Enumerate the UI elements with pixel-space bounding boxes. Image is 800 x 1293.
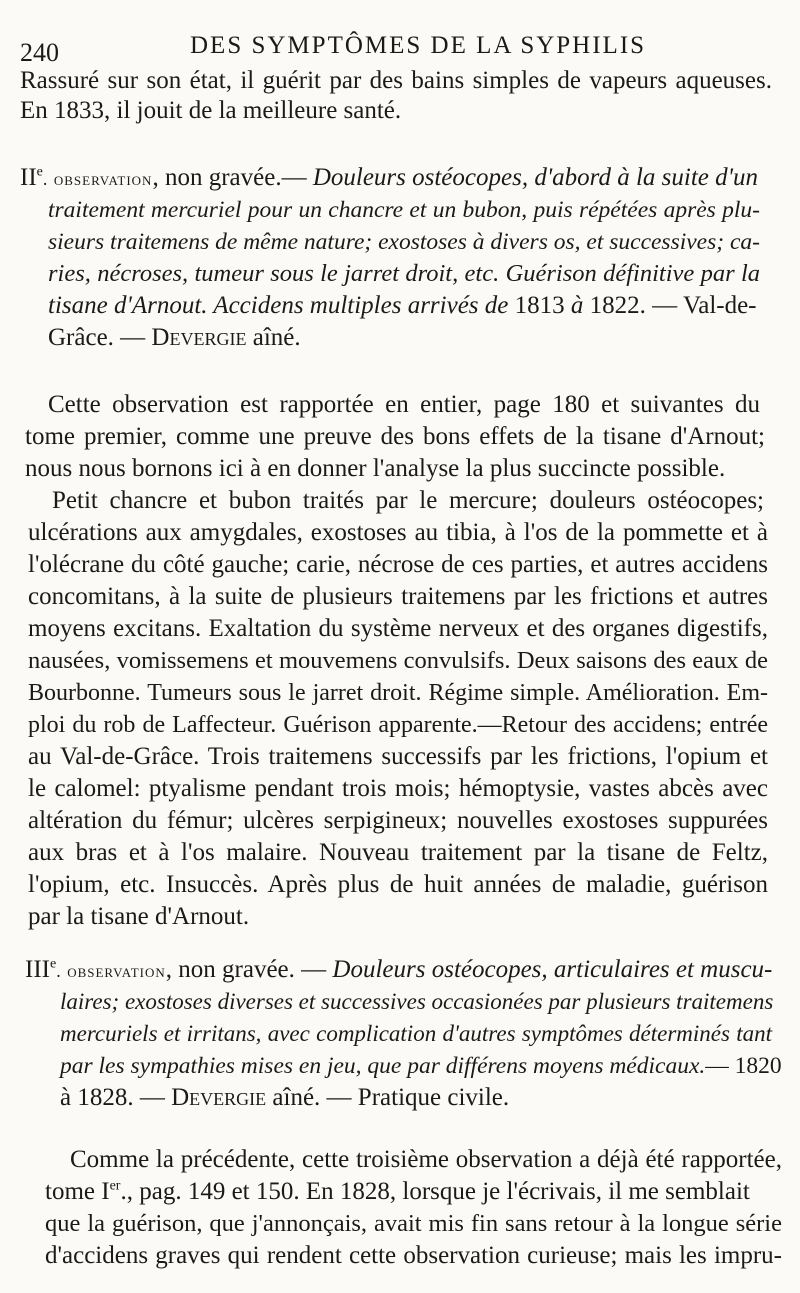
observation-number: III xyxy=(25,956,50,983)
running-title: DES SYMPTÔMES DE LA SYPHILIS xyxy=(190,32,647,59)
italic-text: à xyxy=(570,292,584,319)
observation-summary: Douleurs ostéocopes, articulaires et muscu- xyxy=(332,956,773,983)
page-header xyxy=(20,22,780,67)
text-line: concomitans, à la suite de plusieurs traitemens par les frictions et autres xyxy=(28,583,768,610)
text-line: Bourbonne. Tumeurs sous le jarret droit. Régime simple. Amélioration. Em- xyxy=(28,680,768,706)
observation-heading xyxy=(20,163,758,194)
observation-status: , non gravée. — xyxy=(165,956,333,983)
observation-summary-line xyxy=(48,227,760,257)
text-line xyxy=(45,1177,750,1207)
text-line: au Val-de-Grâce. Trois traitemens successifs par les frictions, l'opium et xyxy=(28,743,768,770)
text-line: En 1833, il jouit de la meilleure santé. xyxy=(20,97,402,124)
text-fragment: ., pag. 149 et 150. En 1828, lorsque je l'écrivais, il me semblait xyxy=(120,1178,750,1205)
italic-text: traitement mercuriel pour un chancre et un bubon, puis répétées après plu- xyxy=(48,197,760,223)
superscript: er xyxy=(109,1178,121,1194)
observation-summary-line xyxy=(60,1051,782,1081)
italic-text: par les sympathies mises en jeu, que par différens moyens médicaux. xyxy=(60,1053,706,1079)
text-line: que la guérison, que j'annonçais, avait mis fin sans retour à la longue série xyxy=(45,1210,782,1237)
text-line: altération du fémur; ulcères serpigineux; nouvelles exostoses suppurées xyxy=(28,807,768,834)
superscript: e xyxy=(49,956,57,972)
italic-text: laires; exostoses diverses et successives occasionées par plusieurs traitemens xyxy=(60,989,774,1014)
attribution-text: aîné. xyxy=(246,324,301,351)
text-line: Comme la précédente, cette troisième observation a déjà été rapportée, xyxy=(70,1146,782,1173)
observation-summary-line xyxy=(60,987,772,1017)
text-line: ploi du rob de Laffecteur. Guérison apparente.—Retour des accidens; entrée xyxy=(28,712,768,738)
text-line: moyens excitans. Exaltation du système nerveux et des organes digestifs, xyxy=(28,615,768,642)
attribution-text: à 1828. — xyxy=(60,1084,172,1111)
text-line: Cette observation est rapportée en entier, page 180 et suivantes du xyxy=(48,391,760,418)
observation-attribution xyxy=(48,323,301,353)
italic-text: sieurs traitemens de même nature; exostoses à divers os, et successives; ca- xyxy=(48,229,760,255)
observation-number: II xyxy=(20,164,37,191)
text-line: l'olécrane du côté gauche; carie, nécrose de ces parties, et autres accidens xyxy=(28,551,768,578)
text-line: aux bras et à l'os malaire. Nouveau traitement par la tisane de Feltz, xyxy=(28,839,768,866)
observation-summary: Douleurs ostéocopes, d'abord à la suite d'un xyxy=(312,164,758,191)
italic-text: mercuriels et irritans, avec complication d'autres symptômes déterminés tant xyxy=(60,1021,772,1046)
text-line: Rassuré sur son état, il guérit par des bains simples de vapeurs aqueuses. xyxy=(20,67,772,94)
observation-heading xyxy=(25,955,772,986)
attribution-text: Grâce. — xyxy=(48,324,152,351)
observation-attribution xyxy=(60,1083,509,1113)
text-line: ulcérations aux amygdales, exostoses au tibia, à l'os de la pommette et à xyxy=(28,519,768,546)
text-line: par la tisane d'Arnout. xyxy=(28,903,250,930)
observation-summary-line xyxy=(48,195,760,225)
page-number: 240 xyxy=(20,38,59,67)
year-range-end: 1822. — Val-de- xyxy=(583,292,757,319)
observation-label: . observation xyxy=(42,169,153,189)
observation-label: . observation xyxy=(56,961,166,981)
text-line: Petit chancre et bubon traités par le mercure; douleurs ostéocopes; xyxy=(52,487,764,514)
year: — 1820 xyxy=(705,1053,782,1079)
text-line: d'accidens graves qui rendent cette observation curieuse; mais les impru- xyxy=(45,1242,782,1269)
author-name: Devergie xyxy=(171,1084,267,1111)
text-fragment: tome I xyxy=(45,1178,110,1205)
observation-summary-line xyxy=(60,1019,772,1049)
observation-summary-line xyxy=(48,259,760,289)
italic-text: ries, nécroses, tumeur sous le jarret droit, etc. Guérison définitive par la xyxy=(48,260,760,287)
observation-status: , non gravée.— xyxy=(152,164,313,191)
italic-text: tisane d'Arnout. Accidens multiples arrivés de xyxy=(48,292,509,319)
text-line: tome premier, comme une preuve des bons effets de la tisane d'Arnout; xyxy=(25,423,765,450)
text-line: le calomel: ptyalisme pendant trois mois; hémoptysie, vastes abcès avec xyxy=(28,775,768,802)
attribution-text: aîné. — Pratique civile. xyxy=(266,1084,510,1111)
year: 1813 xyxy=(508,292,571,319)
author-name: Devergie xyxy=(151,324,247,351)
text-line: l'opium, etc. Insuccès. Après plus de huit années de maladie, guérison xyxy=(28,871,768,898)
observation-summary-line xyxy=(48,291,757,321)
superscript: e xyxy=(36,164,43,180)
text-line: nous nous bornons ici à en donner l'analyse la plus succincte possible. xyxy=(25,455,726,482)
text-line: nausées, vomissemens et mouvemens convulsifs. Deux saisons des eaux de xyxy=(28,647,768,674)
